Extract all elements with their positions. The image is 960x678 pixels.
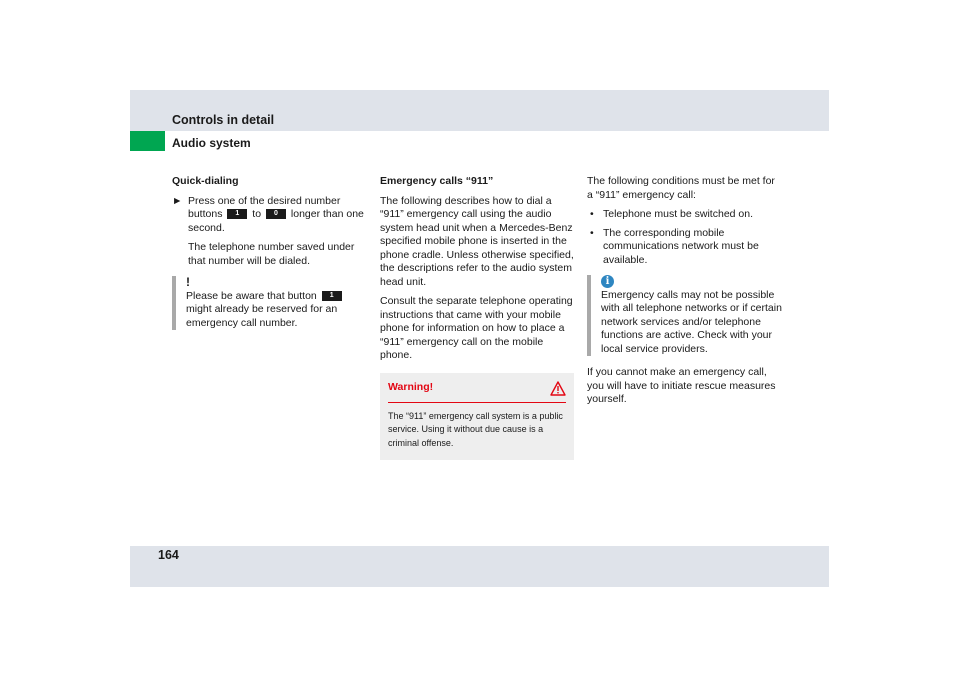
key-1-icon: 1 (227, 209, 247, 219)
section-title: Controls in detail (172, 113, 275, 127)
step-text-suffix: longer than one second. (188, 208, 364, 234)
list-item: • The corresponding mobile communications network must be available. (587, 227, 782, 268)
emergency-calls-paragraph-2: Consult the separate telephone operating instructions that came with your mobile phone for information on how to place a “911” emergency call on the mobile phone. (380, 295, 573, 361)
quick-dialing-step (172, 195, 367, 236)
exclamation-icon: ! (186, 275, 190, 289)
arrow-right-icon: ► (172, 194, 183, 207)
quick-dialing-heading: Quick-dialing (172, 175, 239, 187)
column-quick-dialing (172, 175, 367, 330)
list-item: • Telephone must be switched on. (587, 208, 782, 222)
warning-box (380, 373, 574, 461)
note-text-suffix: might already be reserved for an emergency call number. (186, 303, 338, 329)
note-text-prefix: Please be aware that button (186, 289, 317, 302)
note-sidebar (587, 275, 591, 356)
page-number: 164 (158, 548, 179, 562)
conditions-list (587, 208, 782, 267)
quick-dialing-note (172, 276, 367, 330)
key-0-icon: 0 (266, 209, 286, 219)
section-tab-marker (130, 131, 165, 151)
step-text-mid: to (252, 208, 262, 220)
key-1-icon: 1 (322, 291, 342, 301)
warning-text: The “911” emergency call system is a public service. Using it without due cause is a criminal offense. (388, 410, 563, 448)
step-text-prefix: Press one of the desired number buttons (188, 194, 341, 220)
section-subtitle: Audio system (172, 136, 251, 150)
emergency-calls-heading: Emergency calls “911” (380, 175, 494, 187)
note-sidebar (172, 276, 176, 330)
warning-header (388, 381, 566, 403)
column-conditions (587, 175, 782, 413)
info-text: Emergency calls may not be possible with all telephone networks or if certain network services and/or telephone functions are active. Check with your local service providers. (601, 288, 782, 355)
warning-triangle-icon (550, 381, 566, 396)
column-emergency-calls (380, 175, 574, 460)
footer-band (130, 546, 829, 587)
conditions-intro: The following conditions must be met for a “911” emergency call: (587, 175, 775, 201)
warning-label: Warning! (388, 381, 434, 394)
emergency-calls-paragraph-1: The following describes how to dial a “911” emergency call using the audio system head unit when a Mercedes-Benz specified mobile phone is inserted in the phone cradle. Unless otherwise specified, the descriptions refer to the audio system head unit. (380, 194, 574, 288)
info-icon: i (601, 275, 614, 288)
conditions-closing: If you cannot make an emergency call, you will have to initiate rescue measures yourself. (587, 366, 776, 405)
quick-dialing-result: The telephone number saved under that number will be dialed. (188, 241, 355, 267)
info-note (587, 275, 782, 356)
